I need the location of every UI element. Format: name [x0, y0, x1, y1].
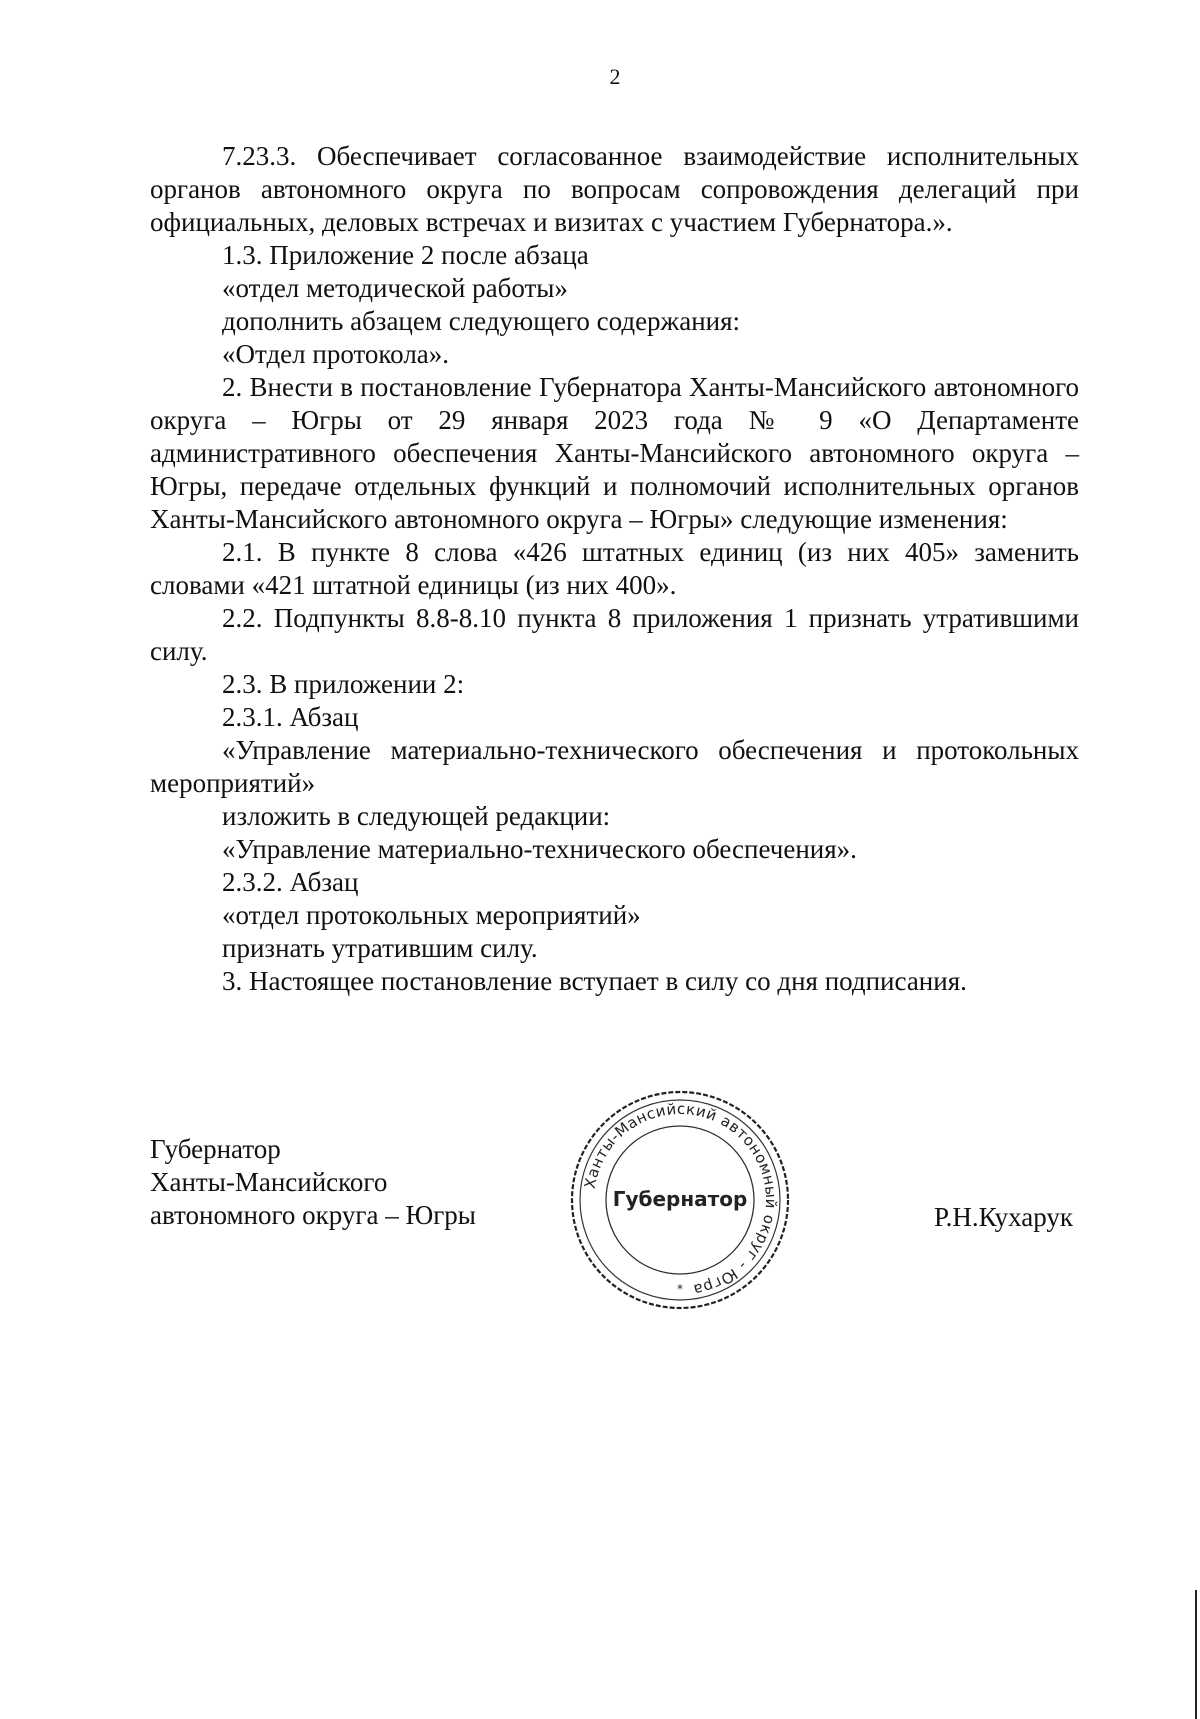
paragraph-supplement: дополнить абзацем следующего содержания:: [222, 306, 741, 336]
paragraph-restate: изложить в следующей редакции:: [222, 801, 611, 831]
document-body: [150, 140, 1079, 998]
paragraph-2: 2. Внести в постановление Губернатора Ханты-Мансийского автономного округа – Югры от 29 января 2023 года № 9 «О Департаменте административного обеспечения Ханты-Мансийского автономного округа – Югры, передаче отдельных функций и полномочий исполнительных органов Ханты-Мансийского автономного округа – Югры» следующие изменения:: [150, 372, 1079, 534]
paragraph-3: 3. Настоящее постановление вступает в силу со дня подписания.: [222, 966, 967, 996]
signature-position-line: автономного округа – Югры: [150, 1200, 476, 1230]
official-seal-stamp: [565, 1085, 795, 1315]
paragraph-2-3: 2.3. В приложении 2:: [222, 669, 465, 699]
paragraph-quote-new-management: «Управление материально-технического обеспечения».: [222, 834, 857, 864]
paragraph-quote-protocol: «Отдел протокола».: [222, 339, 450, 369]
scan-edge-line: [1195, 1590, 1197, 1719]
paragraph-quote-methodical: «отдел методической работы»: [222, 273, 568, 303]
seal-ring-text: Ханты-Мансийский автономный округ - Югра: [580, 1099, 781, 1299]
paragraph-7-23-3: 7.23.3. Обеспечивает согласованное взаимодействие исполнительных органов автономного округа по вопросам сопровождения делегаций при официальных, деловых встречах и визитах с участием Губернатора.».: [150, 141, 1079, 237]
signature-position-line: Губернатор: [150, 1134, 281, 1164]
paragraph-2-3-2: 2.3.2. Абзац: [222, 867, 359, 897]
paragraph-2-2: 2.2. Подпункты 8.8-8.10 пункта 8 приложения 1 признать утратившими силу.: [150, 603, 1079, 666]
paragraph-1-3: 1.3. Приложение 2 после абзаца: [222, 240, 589, 270]
signature-position-line: Ханты-Мансийского: [150, 1167, 388, 1197]
paragraph-2-1: 2.1. В пункте 8 слова «426 штатных единиц (из них 405» заменить словами «421 штатной единицы (из них 400».: [150, 537, 1079, 600]
page-number: 2: [609, 64, 621, 89]
paragraph-quote-management: «Управление материально-технического обеспечения и протокольных мероприятий»: [150, 735, 1079, 798]
seal-star-icon: *: [677, 1282, 683, 1296]
paragraph-invalidate: признать утратившим силу.: [222, 933, 538, 963]
signer-name: Р.Н.Кухарук: [933, 1202, 1073, 1232]
paragraph-quote-protocol-dept: «отдел протокольных мероприятий»: [222, 900, 641, 930]
paragraph-2-3-1: 2.3.1. Абзац: [222, 702, 359, 732]
seal-center-text: Губернатор: [612, 1187, 748, 1211]
signature-position: [150, 1133, 476, 1232]
